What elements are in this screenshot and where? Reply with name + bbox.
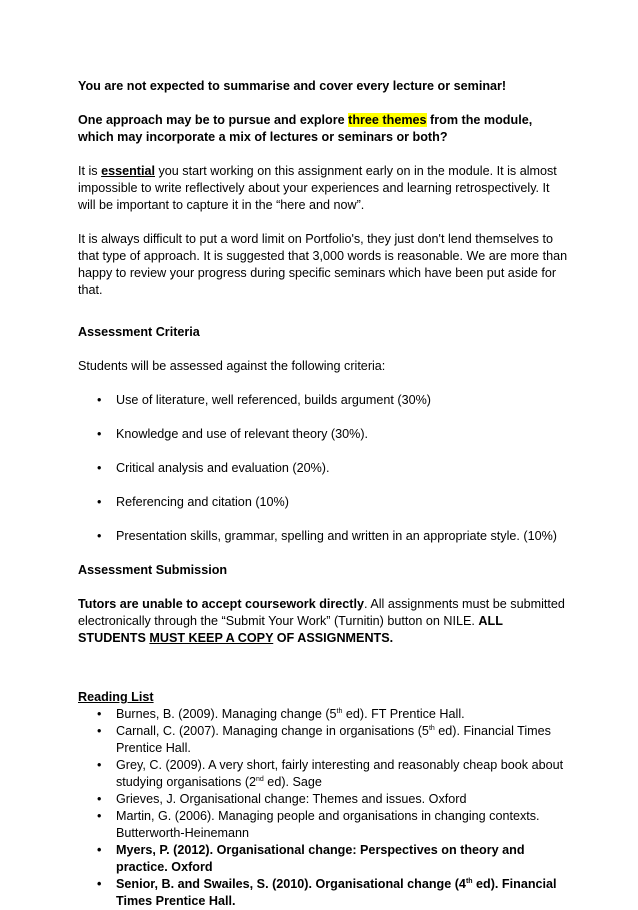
reading-item-bold	[78, 876, 568, 910]
submission-heading: Assessment Submission	[78, 563, 228, 577]
ref-text: ed). Sage	[263, 775, 322, 789]
submission-lead: Tutors are unable to accept coursework directly	[78, 597, 365, 611]
approach-text-a: One approach may be to pursue and explore	[78, 113, 349, 127]
word-limit-paragraph: It is always difficult to put a word limit on Portfolio's, they just don't lend themselves to that type of approach. It is suggested that 3,000 words is reasonable. We are more than happy to review your progress during specific seminars which have been put aside for that.	[78, 232, 568, 297]
ref-text: Myers, P. (2012). Organisational change: Perspectives on theory and practice. Oxford	[116, 843, 525, 874]
ref-sup: th	[465, 878, 473, 885]
ref-text: Grieves, J. Organisational change: Themes and issues. Oxford	[116, 792, 467, 806]
criteria-item: • Presentation skills, grammar, spelling and written in an appropriate style. (10%)	[78, 528, 568, 545]
ref-text: Martin, G. (2006). Managing people and organisations in changing contexts. Butterworth-Heinemann	[116, 809, 540, 840]
criteria-item: • Critical analysis and evaluation (20%).	[78, 460, 568, 477]
criteria-item: • Use of literature, well referenced, builds argument (30%)	[78, 392, 568, 409]
submission-paragraph	[78, 596, 568, 647]
ref-sup: th	[428, 725, 435, 732]
ref-sup: nd	[256, 776, 264, 783]
ref-text: Grey, C. (2009). A very short, fairly interesting and reasonably cheap book about studying organisations (2	[116, 758, 564, 789]
submission-text: . All assignments must be submitted electronically through the “Submit Your Work” (Turnitin) button on NILE.	[78, 597, 565, 628]
reading-item-bold	[78, 842, 568, 876]
approach-text-b: from the module, which may incorporate a mix of lectures or seminars or both?	[78, 113, 533, 144]
ref-text: Senior, B. and Swailes, S. (2010). Organisational change (4	[116, 877, 466, 891]
reading-list-heading: Reading List	[78, 690, 154, 704]
document-page	[78, 78, 568, 910]
submission-caps-a: ALL STUDENTS	[78, 614, 503, 645]
essential-text-b: you start working on this assignment early on in the module. It is almost impossible to write reflectively about your experiences and learning retrospectively. It will be important to capture it in the “here and now”.	[78, 164, 557, 212]
reading-item	[78, 808, 568, 842]
criteria-intro: Students will be assessed against the following criteria:	[78, 359, 386, 373]
criteria-heading: Assessment Criteria	[78, 325, 200, 339]
criteria-list	[78, 392, 568, 545]
highlight-three-themes: three themes	[348, 113, 427, 127]
submission-caps-underlined: MUST KEEP A COPY	[149, 631, 274, 645]
ref-text: ed). Financial Times Prentice Hall.	[116, 877, 557, 908]
reading-list	[78, 706, 568, 910]
essential-paragraph	[78, 163, 568, 214]
intro-line: You are not expected to summarise and cover every lecture or seminar!	[78, 79, 507, 93]
essential-text-a: It is	[78, 164, 102, 178]
reading-item	[78, 757, 568, 791]
ref-text: Carnall, C. (2007). Managing change in organisations (5	[116, 724, 429, 738]
reading-item	[78, 791, 568, 808]
ref-sup: th	[336, 708, 343, 715]
criteria-item: • Referencing and citation (10%)	[78, 494, 568, 511]
submission-caps-b: OF ASSIGNMENTS.	[273, 631, 394, 645]
reading-item	[78, 723, 568, 757]
ref-text: ed). Financial Times Prentice Hall.	[116, 724, 551, 755]
reading-item	[78, 706, 568, 723]
essential-word: essential	[101, 164, 155, 178]
approach-paragraph	[78, 112, 568, 146]
criteria-item: • Knowledge and use of relevant theory (30%).	[78, 426, 568, 443]
ref-text: ed). FT Prentice Hall.	[342, 707, 465, 721]
ref-text: Burnes, B. (2009). Managing change (5	[116, 707, 337, 721]
